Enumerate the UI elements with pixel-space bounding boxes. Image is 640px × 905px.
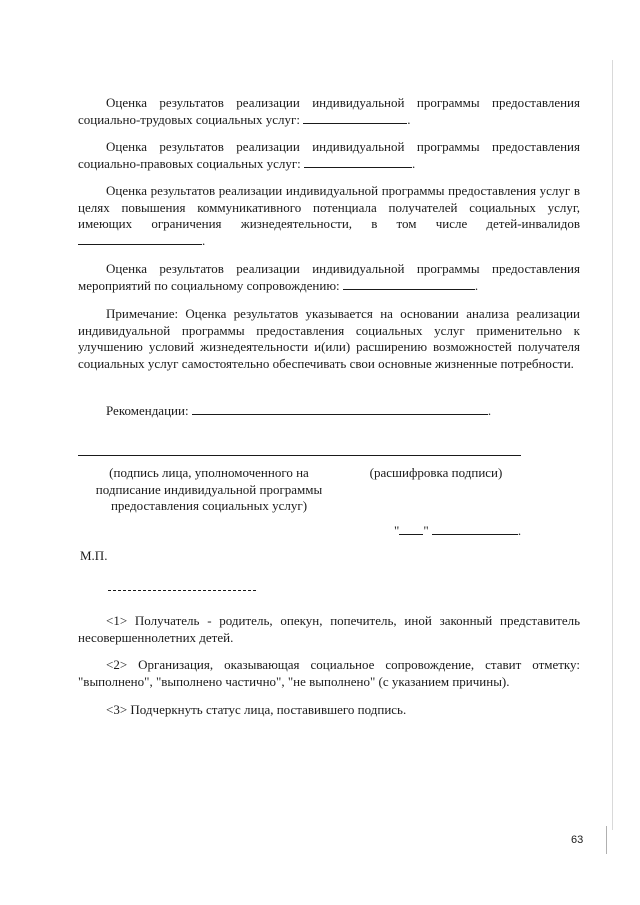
assessment-labor-text: Оценка результатов реализации индивидуальной программы предоставления социально-трудовых социальных услуг: (78, 95, 580, 127)
legal-blank-line (304, 156, 412, 168)
page-number: 63 (571, 834, 584, 846)
support-blank-line (343, 278, 475, 290)
assessment-legal-services (78, 139, 580, 172)
scan-edge-mark (606, 826, 607, 854)
signature-caption: (подпись лица, уполномоченного на подписание индивидуальной программы предоставления социальных услуг) (95, 465, 323, 513)
date-period: . (517, 523, 522, 538)
date-quote-open: " (394, 523, 400, 538)
assessment-communication-text: Оценка результатов реализации индивидуальной программы предоставления услуг в целях повышения коммуникативного потенциала получателей социальных услуг, имеющих ограничения жизнедеятельности, в том числе детей-инвалидов (78, 183, 580, 231)
assessment-communication-services (78, 183, 580, 249)
recommendations-label: Рекомендации: (106, 403, 192, 418)
labor-period: . (407, 111, 411, 127)
note-paragraph: Примечание: Оценка результатов указывается на основании анализа реализации индивидуальной программы предоставления социальных услуг применительно к улучшению условий жизнедеятельности и(или) расширению возможностей получателя социальных услуг самостоятельно обеспечивать свои основные жизненные потребности. (78, 306, 580, 371)
support-period: . (474, 277, 479, 293)
date-month-blank (432, 523, 518, 535)
footnote-1: <1> Получатель - родитель, опекун, попечитель, иной законный представитель несовершеннолетних детей. (78, 613, 580, 645)
signature-rule (78, 455, 521, 456)
date-quote-close: " (423, 523, 429, 538)
assessment-support-measures (78, 261, 580, 294)
footnote-separator (108, 590, 256, 591)
assessment-legal-text: Оценка результатов реализации индивидуальной программы предоставления социально-правовых социальных услуг: (78, 139, 580, 171)
stamp-label: М.П. (80, 548, 108, 563)
recommendations-blank-line (192, 403, 488, 415)
date-day-blank (399, 523, 423, 535)
recommendations-period: . (487, 403, 492, 418)
legal-period: . (412, 155, 416, 171)
date-line (394, 523, 521, 539)
communication-blank-line (78, 233, 202, 245)
recommendations-line (78, 403, 580, 420)
scan-edge-line (612, 60, 613, 830)
communication-period: . (202, 232, 206, 248)
footnote-3: <3> Подчеркнуть статус лица, поставившего подпись. (106, 702, 407, 717)
assessment-labor-services (78, 95, 580, 128)
footnote-2: <2> Организация, оказывающая социальное сопровождение, ставит отметку: "выполнено", "выполнено частично", "не выполнено" (с указанием причины). (78, 657, 580, 689)
labor-blank-line (303, 112, 407, 124)
assessment-support-text: Оценка результатов реализации индивидуальной программы предоставления мероприятий по социальному сопровождению: (78, 261, 580, 293)
signature-decoding-caption: (расшифровка подписи) (369, 465, 503, 480)
